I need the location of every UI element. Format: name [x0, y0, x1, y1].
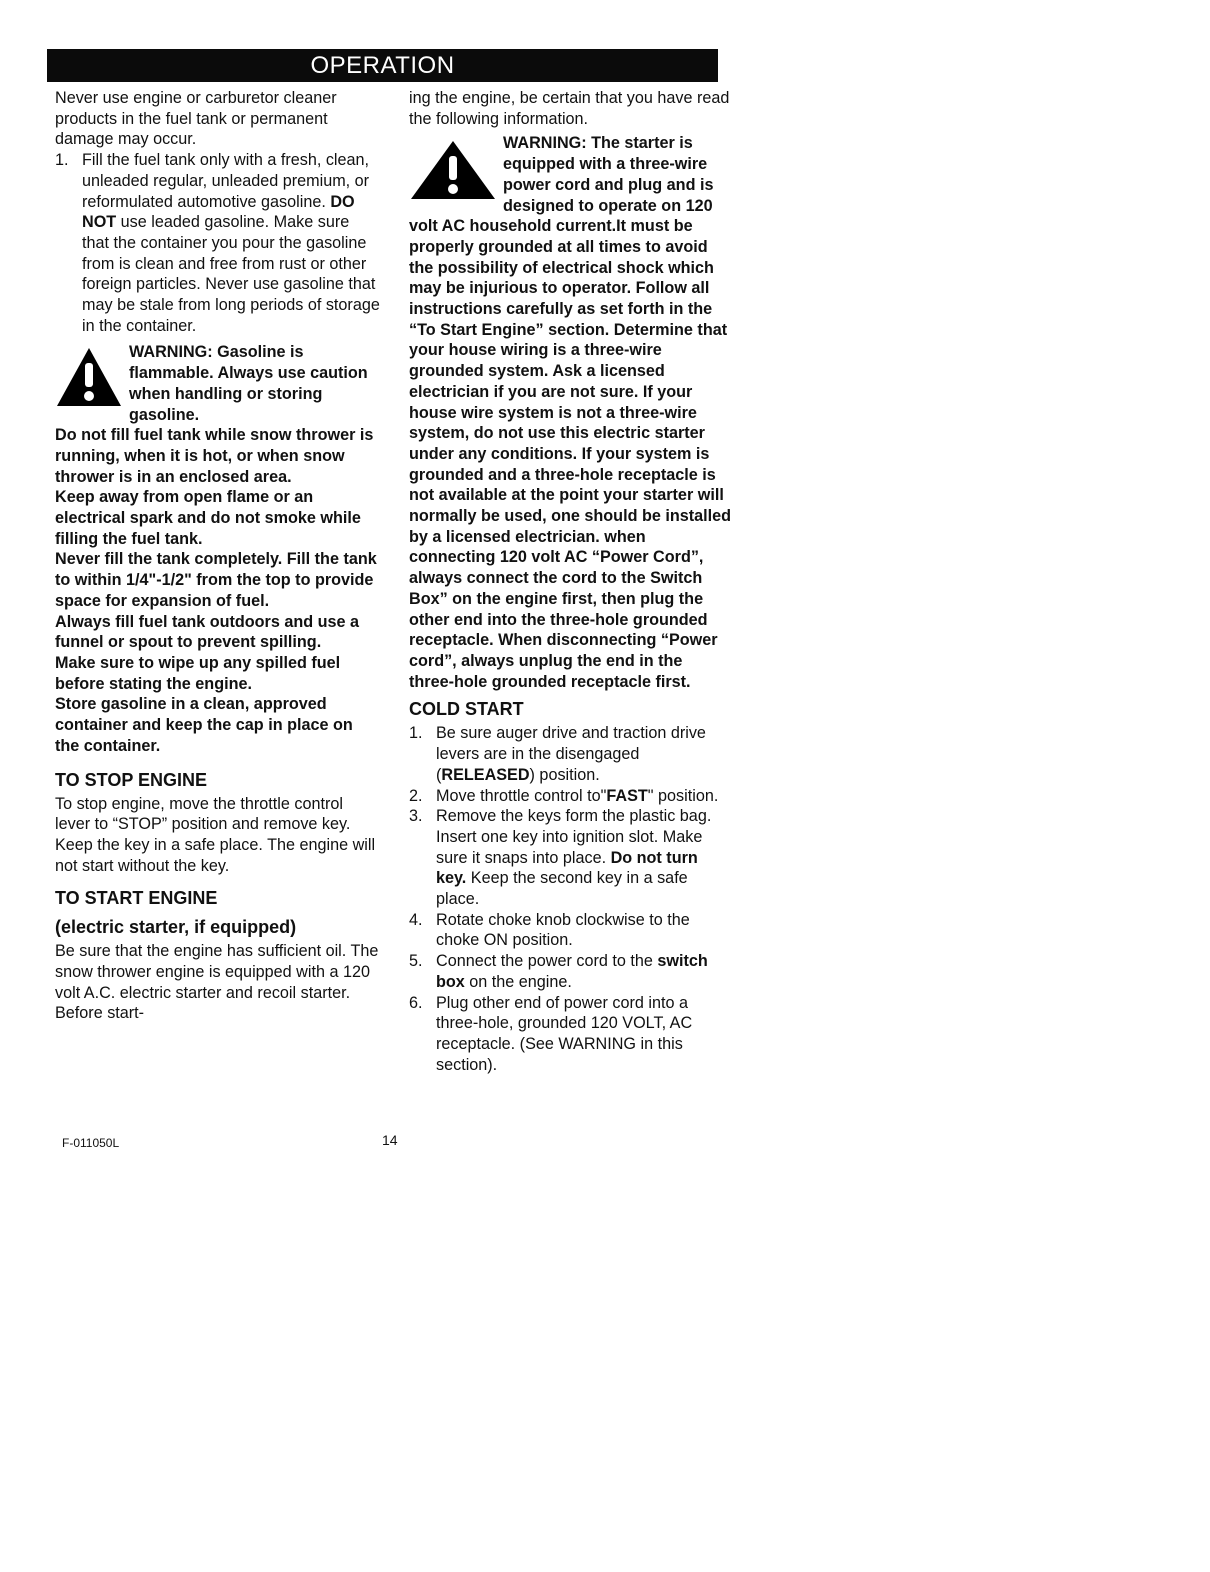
- step-text: Plug other end of power cord into a three-hole, grounded 120 VOLT, AC receptacle. (See WARNING in this section).: [436, 993, 693, 1074]
- step-text: Remove the keys form the plastic bag. Insert one key into ignition slot. Make sure it snaps into place.: [436, 807, 712, 867]
- step-text: Be sure auger drive and traction drive levers are in the disengaged (: [436, 724, 706, 784]
- step-text: " position.: [647, 786, 719, 805]
- warning-triangle-icon: [409, 139, 497, 201]
- step-text: Connect the power cord to the: [436, 952, 658, 971]
- list-number: 3.: [409, 807, 423, 826]
- warning-text: WARNING: The starter is equipped with a three-wire power cord and plug and is designed to operate on 120 volt AC household current.It must be properly grounded at all times to avoid the possibility of electrical shock which may be injurious to operator. Follow all instructions carefully as set forth in the “To Start Engine” section. Determine that your house wiring is a three-wire grounded system. Ask a licensed electrician if you are not sure. If your house wire system is not a three-wire system, do not use this electric starter under any conditions. If your system is grounded and a three-hole receptacle is not available at the point your starter will normally be used, one should be installed by a licensed electrician. when connecting 120 volt AC “Power Cord”, always connect the cord to the Switch Box” on the engine first, then plug the other end into the three-hole grounded receptacle. When disconnecting “Power cord”, always unplug the end in the three-hole grounded receptacle first.: [409, 134, 732, 691]
- section-title-banner: OPERATION: [47, 49, 718, 82]
- to-start-engine-text: Be sure that the engine has sufficient oil. The snow thrower engine is equipped with a 120 volt A.C. electric starter and recoil starter. Before start-: [55, 942, 379, 1023]
- step-text: use leaded gasoline. Make sure that the container you pour the gasoline from is clean and free from rust or other foreign particles. Never use gasoline that may be stale from long periods of storage in the container.: [82, 213, 380, 335]
- to-start-engine-heading: TO START ENGINE: [55, 888, 218, 909]
- safety-note: Always fill fuel tank outdoors and use a funnel or spout to prevent spilling.: [55, 612, 360, 652]
- step-text: ) position.: [529, 765, 600, 784]
- list-item: [409, 806, 731, 910]
- step-text: Keep the second key in a safe place.: [436, 869, 688, 909]
- step-emphasis: switch box: [436, 952, 708, 991]
- step-emphasis: RELEASED: [441, 765, 530, 784]
- cold-start-steps: [409, 723, 731, 1075]
- step-emphasis: Do not turn key.: [436, 848, 698, 888]
- safety-note: Never fill the tank completely. Fill the tank to within 1/4"-1/2" from the top to provide space for expansion of fuel.: [55, 550, 377, 610]
- list-number: 4.: [409, 910, 423, 929]
- list-item: [409, 951, 731, 992]
- step-emphasis: FAST: [606, 786, 648, 805]
- safety-note: Do not fill fuel tank while snow thrower is running, when it is hot, or when snow thrower is in an enclosed area.: [55, 426, 374, 486]
- safety-note: Make sure to wipe up any spilled fuel before stating the engine.: [55, 653, 341, 693]
- safety-note: Store gasoline in a clean, approved container and keep the cap in place on the container.: [55, 695, 353, 755]
- warning-triangle-icon: [55, 346, 123, 408]
- document-code: F-011050L: [62, 1136, 120, 1150]
- intro-paragraph: Never use engine or carburetor cleaner products in the fuel tank or permanent damage may occur.: [55, 89, 337, 149]
- fuel-steps-list: [55, 150, 380, 336]
- list-item: [409, 910, 731, 951]
- step-text: Fill the fuel tank only with a fresh, clean, unleaded regular, unleaded premium, or reformulated automotive gasoline.: [82, 151, 370, 211]
- fuel-safety-notes: [55, 425, 380, 756]
- list-item: [409, 723, 731, 785]
- right-column: [409, 88, 731, 1075]
- safety-note: Keep away from open flame or an electrical spark and do not smoke while filling the fuel tank.: [55, 488, 361, 548]
- electric-starter-warning: [409, 133, 731, 692]
- list-item: [55, 150, 380, 336]
- gasoline-warning: [55, 342, 380, 425]
- list-number: 2.: [409, 786, 423, 805]
- to-stop-engine-heading: TO STOP ENGINE: [55, 769, 208, 790]
- to-stop-engine-text: To stop engine, move the throttle control lever to “STOP” position and remove key. Keep the key in a safe place. The engine will not start without the key.: [55, 794, 376, 875]
- list-item: [409, 786, 731, 807]
- cold-start-heading: COLD START: [409, 699, 524, 720]
- list-number: 6.: [409, 993, 423, 1012]
- step-text: on the engine.: [464, 972, 572, 991]
- step-text: Rotate choke knob clockwise to the choke ON position.: [436, 910, 690, 950]
- list-item: [409, 993, 731, 1076]
- list-number: 1.: [409, 724, 423, 743]
- page-number: 14: [382, 1132, 398, 1148]
- step-text: Move throttle control to": [436, 786, 607, 805]
- continued-paragraph: ing the engine, be certain that you have read the following information.: [409, 89, 730, 128]
- list-number: 1.: [55, 151, 69, 170]
- electric-starter-subheading: (electric starter, if equipped): [55, 917, 297, 938]
- list-number: 5.: [409, 952, 423, 971]
- step-emphasis: DO NOT: [82, 192, 355, 232]
- left-column: [55, 88, 380, 1024]
- warning-text: WARNING: Gasoline is flammable. Always use caution when handling or storing gasoline.: [129, 343, 368, 424]
